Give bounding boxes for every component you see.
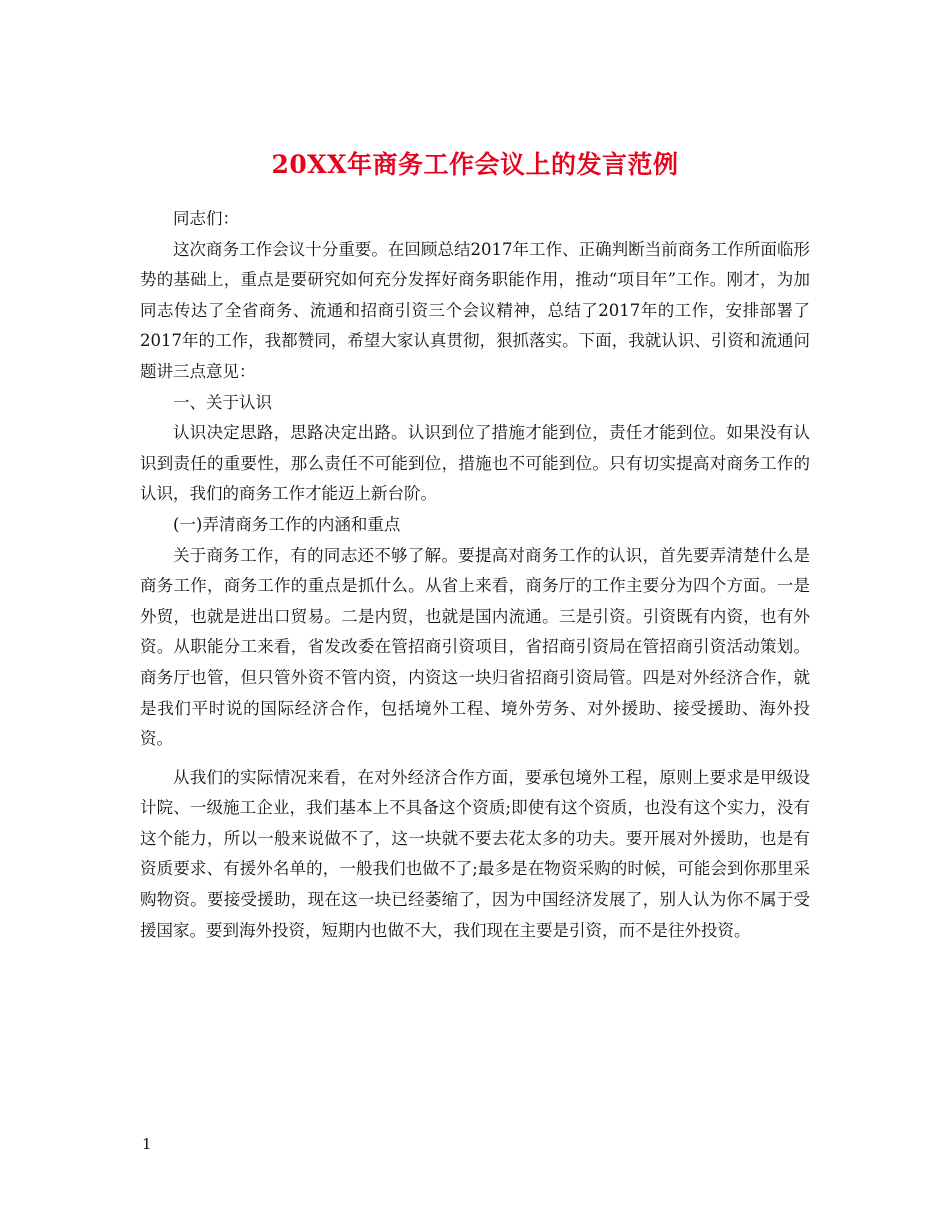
document-body: [140, 204, 810, 946]
page-number: 1: [142, 1135, 152, 1153]
body-paragraph: 关于商务工作，有的同志还不够了解。要提高对商务工作的认识，首先要弄清楚什么是商务工作，商务工作的重点是抓什么。从省上来看，商务厅的工作主要分为四个方面。一是外贸，也就是进出口贸易。二是内贸，也就是国内流通。三是引资。引资既有内资，也有外资。从职能分工来看，省发改委在管招商引资项目，省招商引资局在管招商引资活动策划。商务厅也管，但只管外资不管内资，内资这一块归省招商引资局管。四是对外经济合作，就是我们平时说的国际经济合作，包括境外工程、境外劳务、对外援助、接受援助、海外投资。: [140, 545, 810, 749]
section-heading: 一、关于认识: [173, 392, 272, 412]
subsection-heading: (一)弄清商务工作的内涵和重点: [173, 514, 401, 534]
body-paragraph: 认识决定思路，思路决定出路。认识到位了措施才能到位，责任才能到位。如果没有认识到责任的重要性，那么责任不可能到位，措施也不可能到位。只有切实提高对商务工作的认识，我们的商务工作才能迈上新台阶。: [140, 423, 810, 504]
salutation-paragraph: 同志们：: [173, 209, 239, 228]
body-paragraph: 从我们的实际情况来看，在对外经济合作方面，要承包境外工程，原则上要求是甲级设计院、一级施工企业，我们基本上不具备这个资质;即使有这个资质，也没有这个实力，没有这个能力，所以一般来说做不了，这一块就不要去花太多的功夫。要开展对外援助，也是有资质要求、有援外名单的，一般我们也做不了;最多是在物资采购的时候，可能会到你那里采购物资。要接受援助，现在这一块已经萎缩了，因为中国经济发展了，别人认为你不属于受援国家。要到海外投资，短期内也做不大，我们现在主要是引资，而不是往外投资。: [140, 767, 810, 940]
intro-paragraph: 这次商务工作会议十分重要。在回顾总结2017年工作、正确判断当前商务工作所面临形势的基础上，重点是要研究如何充分发挥好商务职能作用，推动“项目年”工作。刚才，为加同志传达了全省商务、流通和招商引资三个会议精神，总结了2017年的工作，安排部署了2017年的工作，我都赞同，希望大家认真贯彻，狠抓落实。下面，我就认识、引资和流通问题讲三点意见：: [140, 239, 810, 381]
document-title: 20XX年商务工作会议上的发言范例: [271, 149, 679, 179]
